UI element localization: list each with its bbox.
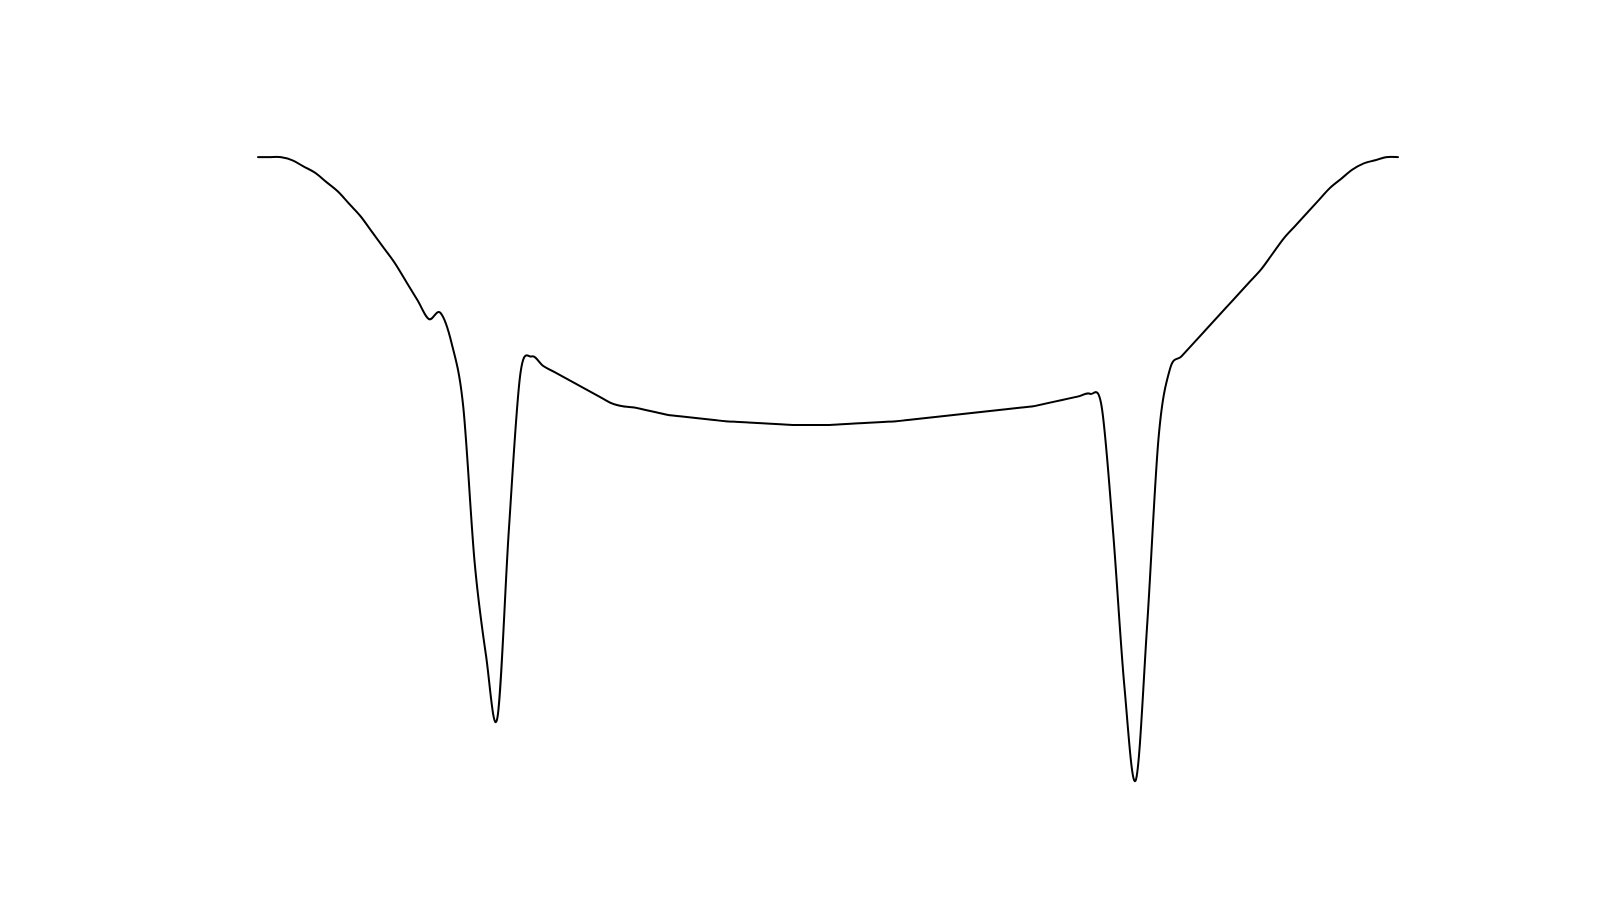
series-line-signal (258, 157, 1398, 781)
